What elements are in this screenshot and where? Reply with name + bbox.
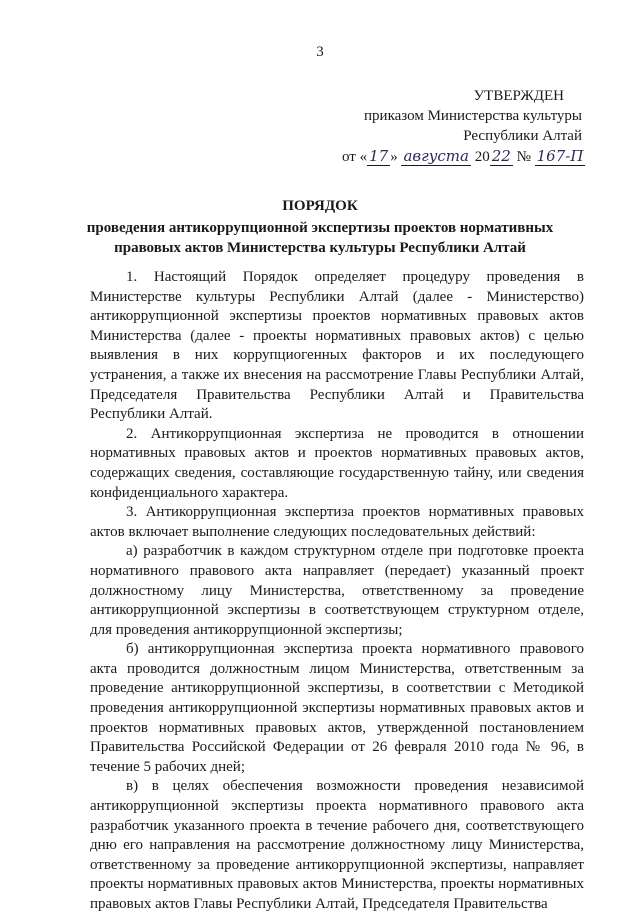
document-heading: [70, 196, 570, 258]
approval-stamp: [342, 86, 582, 167]
date-prefix: от «: [342, 149, 368, 165]
paragraph-2: 2. Антикоррупционная экспертиза не проводится в отношении нормативных правовых актов и проектов нормативных правовых актов, содержащих сведения, составляющие государственную тайну, или сведения конфиденциального характера.: [90, 425, 584, 501]
document-subtitle: проведения антикоррупционной экспертизы проектов нормативных правовых актов Министерства культуры Республики Алтай: [86, 220, 554, 256]
document-title: ПОРЯДОК: [282, 198, 358, 214]
paragraph-3c: в) в целях обеспечения возможности проведения независимой антикоррупционной экспертизы проекта нормативного правового акта разработчик указанного проекта в течение рабочего дня, соответствующего дню его направления на рассмотрение должностному лицу Министерства, ответственному за проведение антикоррупционной экспертизы, направляет проекты нормативных правовых актов Министерства, проекты нормативных правовых актов Главы Республики Алтай, Председателя Правительства: [90, 778, 584, 912]
year-prefix: 20: [474, 149, 490, 165]
approval-region-line: Республики Алтай: [463, 128, 582, 144]
paragraph-3b: б) антикоррупционная экспертиза проекта нормативного правового акта проводится должностным лицом Министерства, ответственным за проведение антикоррупционной экспертизы, в соответствии с Методикой проведения антикоррупционной экспертизы нормативных правовых актов и проектов нормативных правовых актов, утвержденной постановлением Правительства Российской Федерации от 26 февраля 2010 года № 96, в течение 5 рабочих дней;: [90, 641, 584, 775]
date-quote: »: [390, 149, 398, 165]
paragraph-3a: а) разработчик в каждом структурном отделе при подготовке проекта нормативного правового акта направляет (передает) указанный проект должностному лицу Министерства, ответственному за проведение антикоррупционной экспертизы в соответствующем структурном отделе, для проведения антикоррупционной экспертизы;: [90, 543, 584, 638]
handwritten-order-number: 167-П: [536, 147, 584, 165]
number-sign: №: [516, 149, 531, 165]
handwritten-year: 22: [491, 147, 511, 165]
approval-date-line: [342, 146, 582, 167]
page-number: 3: [316, 44, 324, 60]
document-body: [90, 268, 584, 915]
approval-order-line: приказом Министерства культуры: [364, 108, 582, 124]
handwritten-month: августа: [403, 147, 469, 165]
approval-title: УТВЕРЖДЕН: [473, 88, 564, 104]
paragraph-1: 1. Настоящий Порядок определяет процедуру проведения в Министерстве культуры Республики Алтай (далее - Министерство) антикоррупционной экспертизы проектов нормативных правовых актов Министерства (далее - проекты нормативных правовых актов) с целью выявления в них коррупциогенных факторов и их последующего устранения, а также их внесения на рассмотрение Главы Республики Алтай, Председателя Правительства Республики Алтай и Правительства Республики Алтай.: [90, 269, 584, 423]
paragraph-3: 3. Антикоррупционная экспертиза проектов нормативных правовых актов включает выполнение следующих последовательных действий:: [90, 504, 584, 540]
handwritten-day: 17: [369, 147, 389, 165]
